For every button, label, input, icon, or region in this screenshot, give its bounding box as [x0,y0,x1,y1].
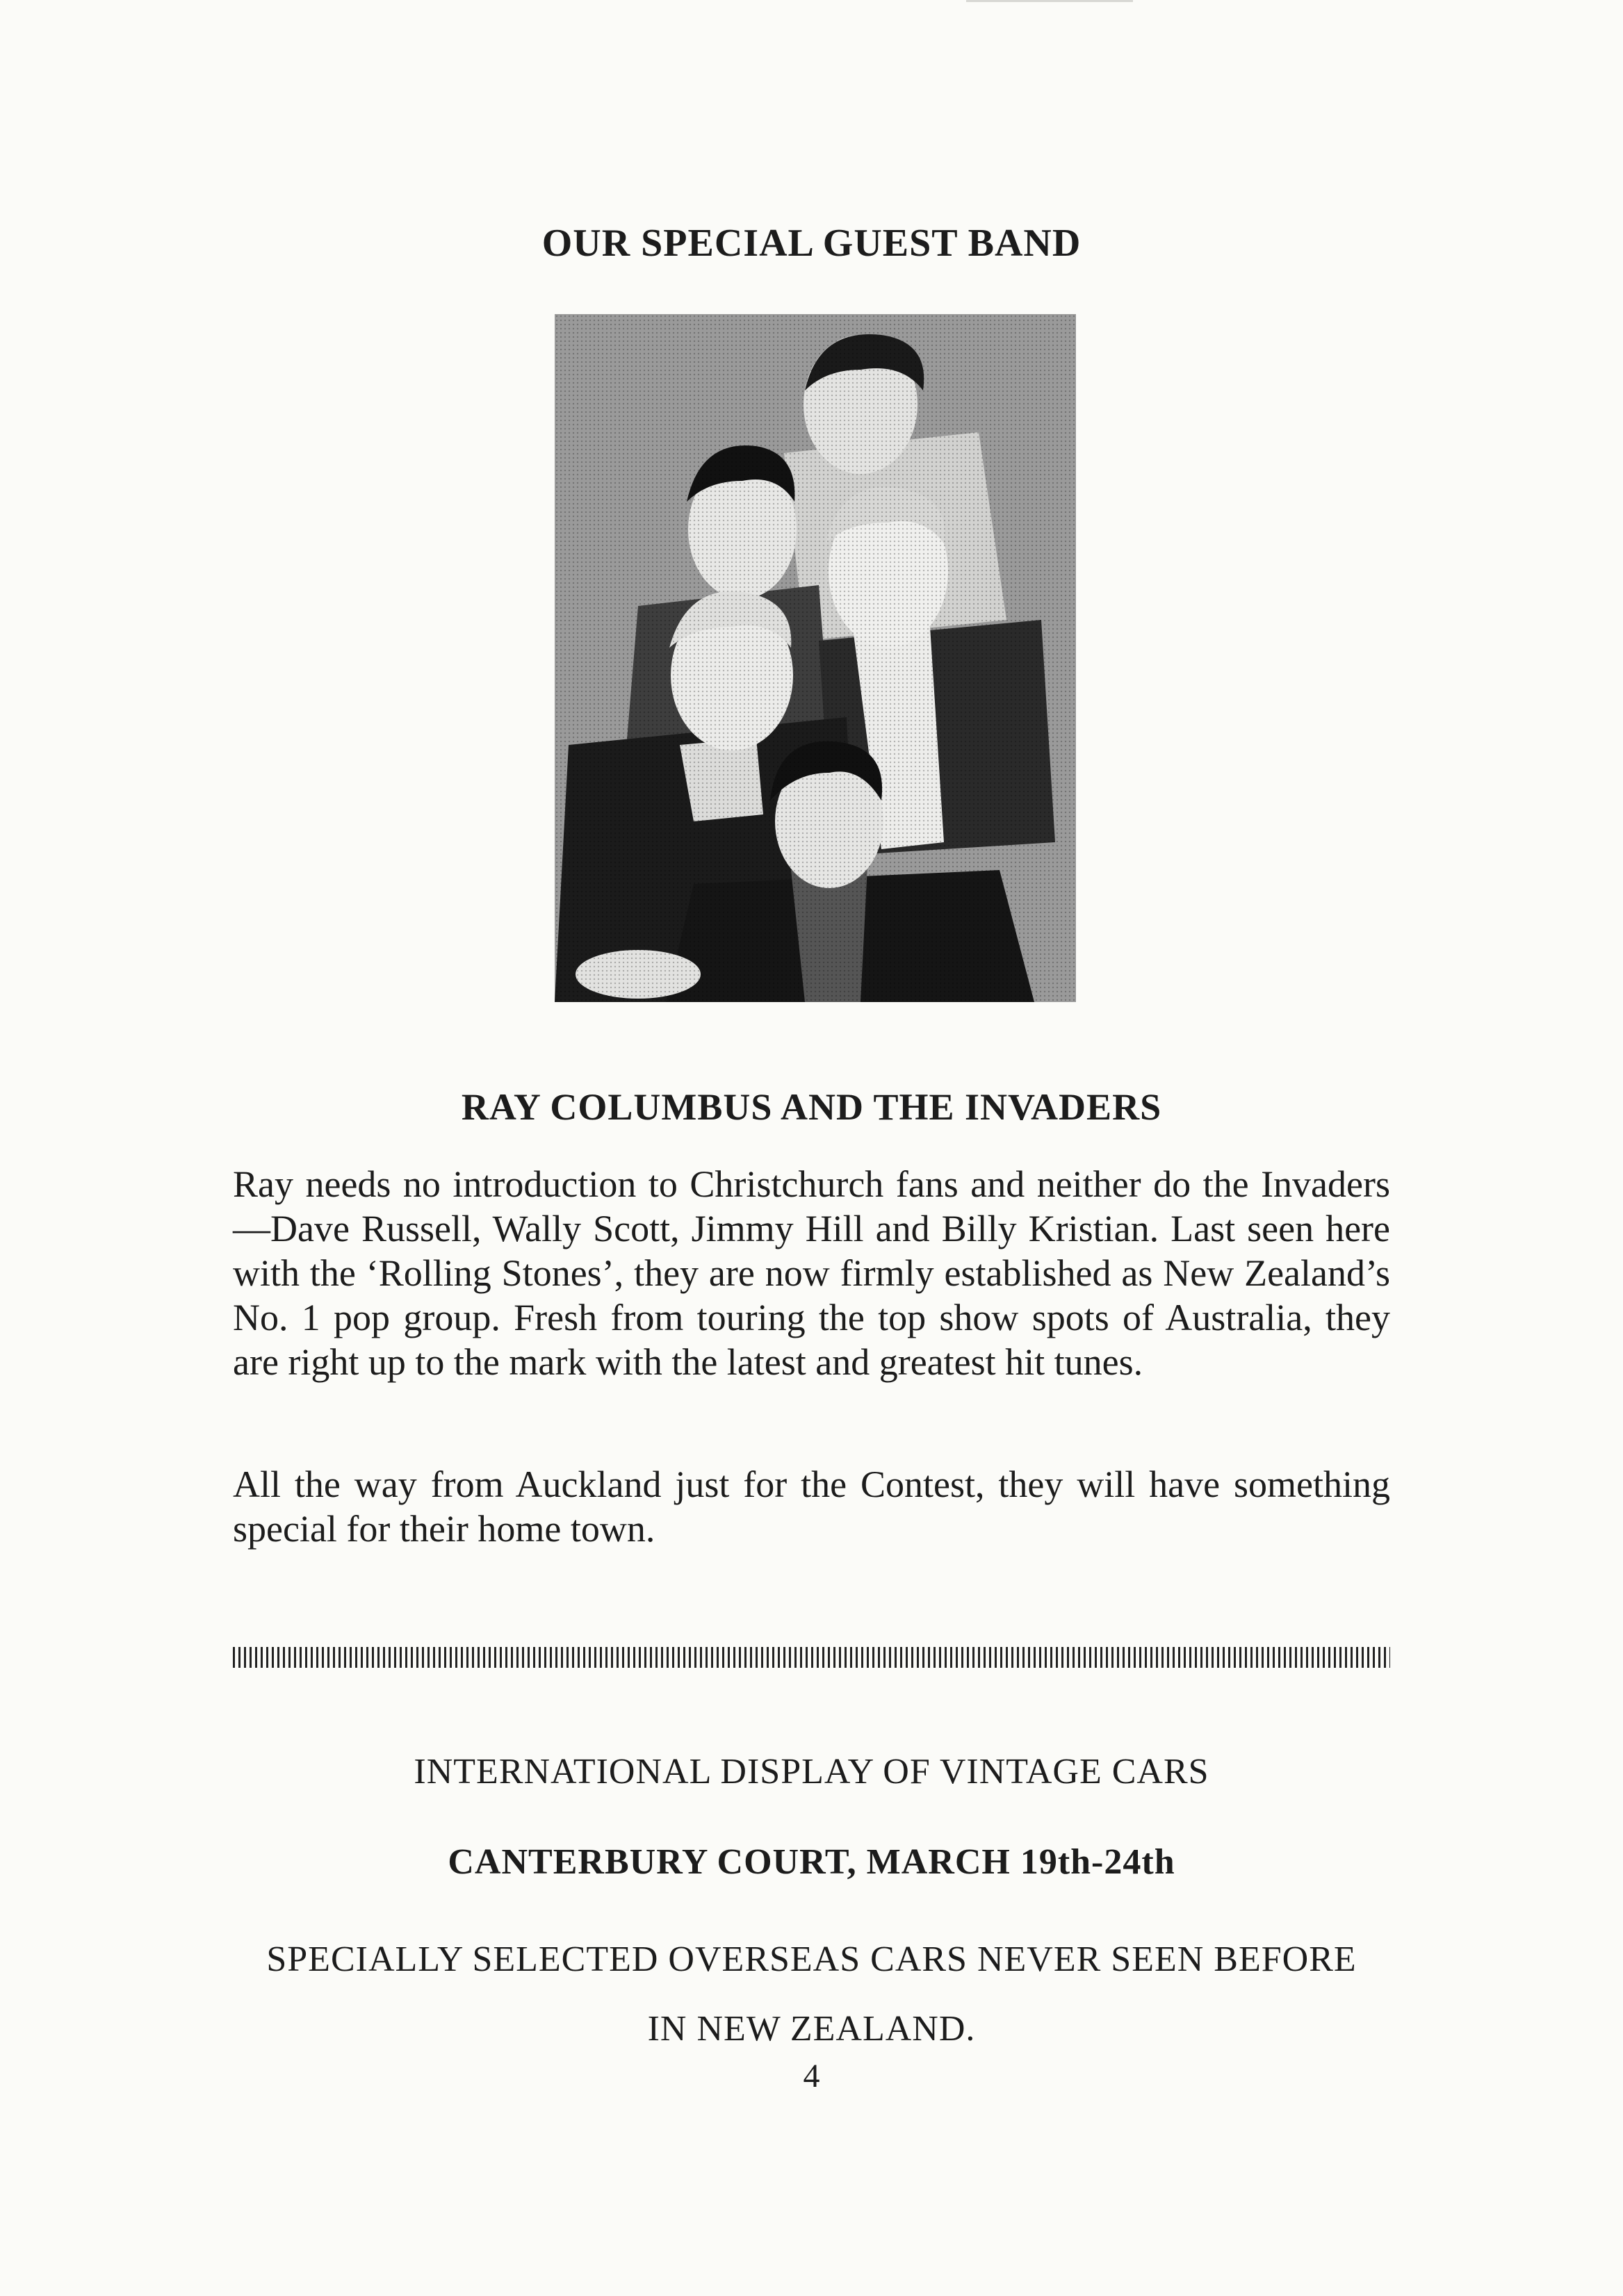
venue-date-line: CANTERBURY COURT, MARCH 19th-24th [448,1842,1175,1882]
top-edge-rule [966,0,1133,2]
decorative-divider [233,1647,1390,1668]
vintage-cars-title: INTERNATIONAL DISPLAY OF VINTAGE CARS [414,1752,1209,1791]
band-photo [555,314,1076,1002]
section-heading: OUR SPECIAL GUEST BAND [541,222,1082,265]
page-number: 4 [803,2058,820,2094]
band-photo-illustration [555,314,1076,1002]
band-description-paragraph: Ray needs no introduction to Christchurch fans and neither do the Invaders—Dave Russell, Wally Scott, Jimmy Hill and Billy Kristian. Last seen here with the ‘Rolling Stones’, they are now firmly established as New Zealand’s No. 1 pop group. Fresh from touring the top show spots of Australia, they are right up to the mark with the latest and greatest hit tunes. [233,1163,1390,1383]
band-name-heading: RAY COLUMBUS AND THE INVADERS [461,1086,1162,1128]
vintage-cars-description: SPECIALLY SELECTED OVERSEAS CARS NEVER SEEN BEFORE IN NEW ZEALAND. [266,1940,1357,2049]
band-arrival-paragraph: All the way from Auckland just for the Contest, they will have something special for their home town. [233,1463,1390,1550]
